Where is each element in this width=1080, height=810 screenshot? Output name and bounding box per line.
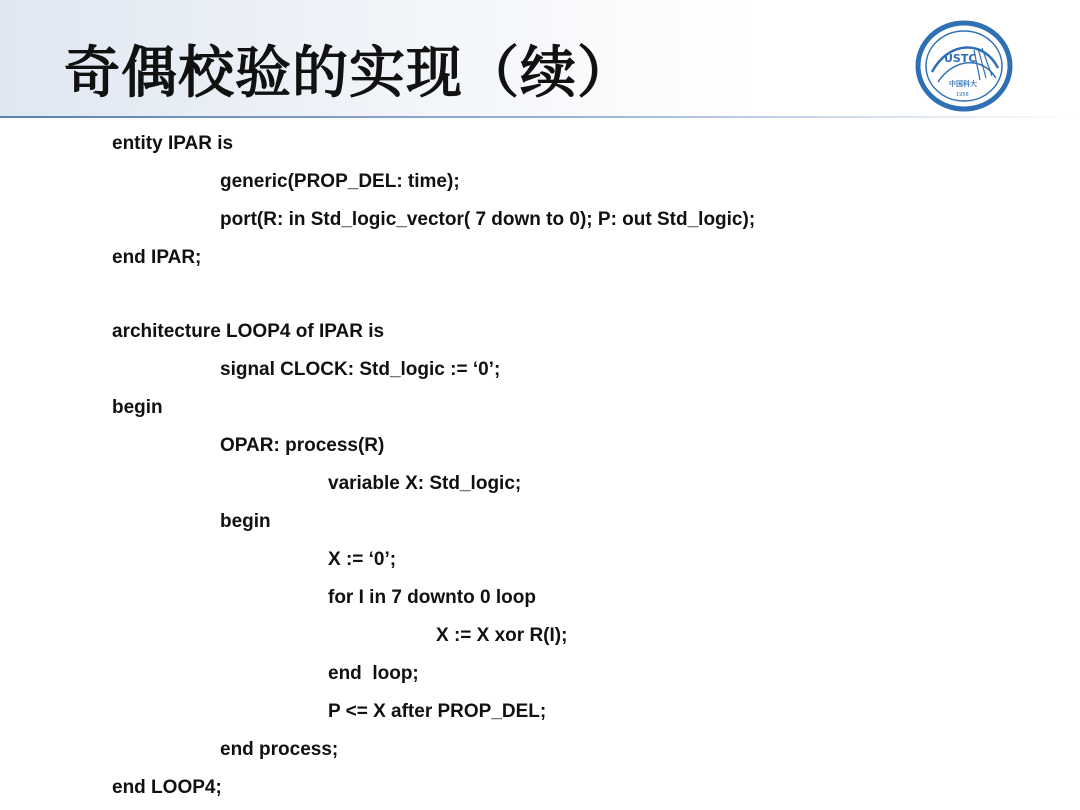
code-line: X := X xor R(I); xyxy=(436,625,568,646)
code-line: begin xyxy=(220,511,271,532)
slide-title: 奇偶校验的实现（续） xyxy=(64,41,634,106)
code-line: variable X: Std_logic; xyxy=(328,473,522,494)
code-line: X := ‘0’; xyxy=(328,549,397,570)
logo-text: USTC xyxy=(944,52,977,65)
code-line: entity IPAR is xyxy=(112,133,234,154)
code-line: signal CLOCK: Std_logic := ‘0’; xyxy=(220,359,501,380)
header-divider xyxy=(0,116,1080,118)
ustc-logo xyxy=(914,20,1014,112)
code-line: begin xyxy=(112,397,163,418)
code-line: end IPAR; xyxy=(112,247,202,268)
logo-subtext: 中国科大 xyxy=(949,80,977,88)
code-line: end loop; xyxy=(328,663,419,684)
code-line: end process; xyxy=(220,739,339,760)
logo-year: 1958 xyxy=(956,92,969,98)
code-line: end LOOP4; xyxy=(112,777,222,798)
code-line: port(R: in Std_logic_vector( 7 down to 0); P: out Std_logic); xyxy=(220,209,756,230)
code-line: for I in 7 downto 0 loop xyxy=(328,587,536,608)
code-line: OPAR: process(R) xyxy=(220,435,385,456)
code-line: architecture LOOP4 of IPAR is xyxy=(112,321,385,342)
code-line: generic(PROP_DEL: time); xyxy=(220,171,460,192)
code-line: P <= X after PROP_DEL; xyxy=(328,701,547,722)
